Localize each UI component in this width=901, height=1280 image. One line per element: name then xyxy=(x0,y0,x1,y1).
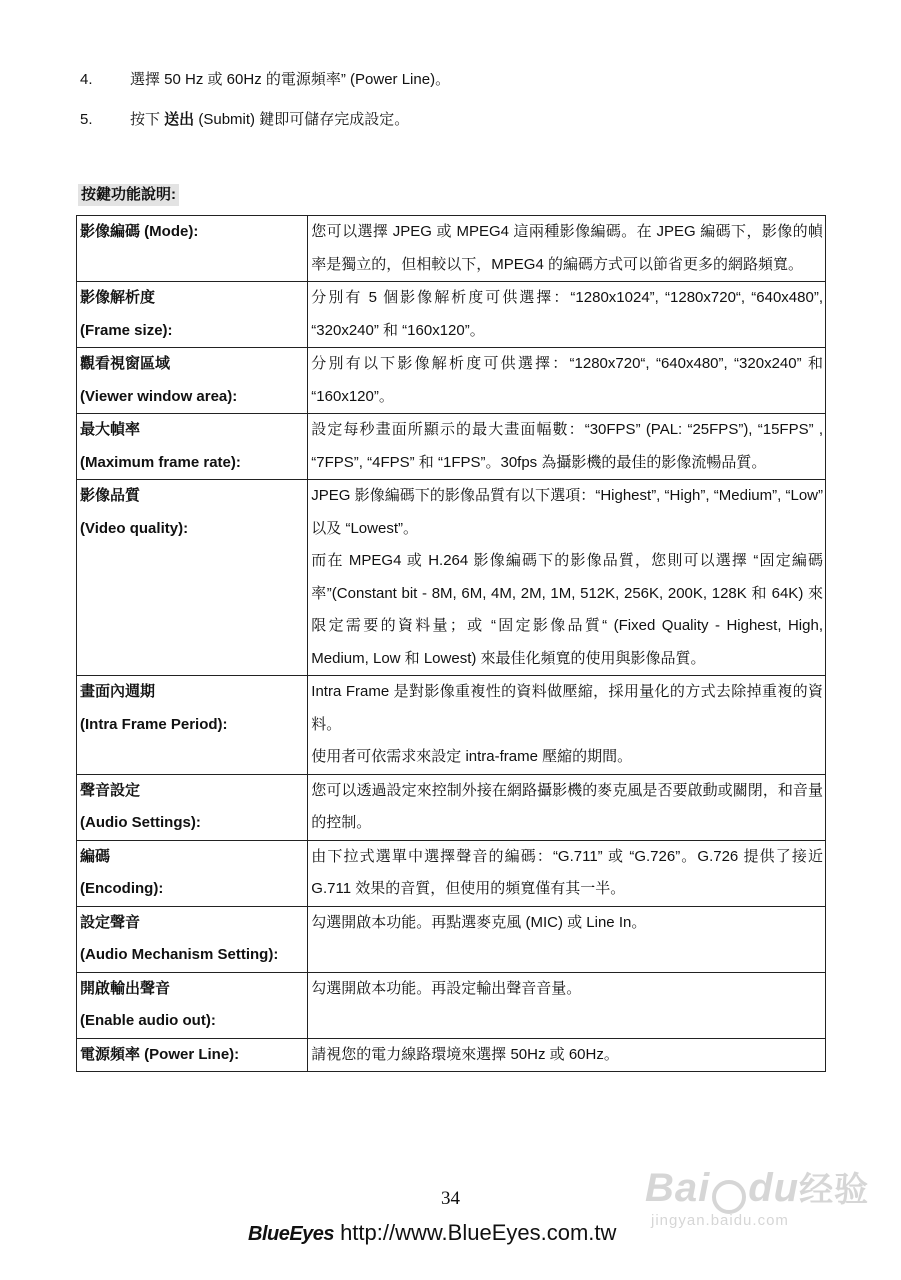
table-row xyxy=(77,216,826,282)
baidu-watermark xyxy=(645,1162,870,1229)
submit-keyword: 送出 xyxy=(164,111,195,128)
row-key: 影像品質 (Video quality): xyxy=(77,480,308,676)
step-number: 4. xyxy=(80,71,93,88)
page-number: 34 xyxy=(441,1188,460,1209)
table-row xyxy=(77,840,826,906)
watermark-logo-right: du xyxy=(748,1166,800,1210)
table-row xyxy=(77,906,826,972)
row-key: 編碼 (Encoding): xyxy=(77,840,308,906)
row-value: 勾選開啟本功能。再設定輸出聲音音量。 xyxy=(308,972,826,1038)
table-row xyxy=(77,282,826,348)
table-row xyxy=(77,972,826,1038)
row-key: 聲音設定 (Audio Settings): xyxy=(77,774,308,840)
row-value: 由下拉式選單中選擇聲音的編碼：“G.711” 或 “G.726”。G.726 提供了接近 G.711 效果的音質，但使用的頻寬僅有其一半。 xyxy=(308,840,826,906)
paw-icon xyxy=(712,1180,746,1214)
row-key: 設定聲音 (Audio Mechanism Setting): xyxy=(77,906,308,972)
row-key: 畫面內週期 (Intra Frame Period): xyxy=(77,676,308,775)
row-value: 分別有以下影像解析度可供選擇：“1280x720“, “640x480”, “320x240” 和 “160x120”。 xyxy=(308,348,826,414)
row-value: 請視您的電力線路環境來選擇 50Hz 或 60Hz。 xyxy=(308,1038,826,1072)
footer xyxy=(248,1220,616,1247)
brand-logo: BlueEyes xyxy=(248,1223,335,1245)
table-row xyxy=(77,676,826,775)
footer-url[interactable]: http://www.BlueEyes.com.tw xyxy=(340,1220,617,1245)
row-value: 您可以選擇 JPEG 或 MPEG4 這兩種影像編碼。在 JPEG 編碼下，影像的幀率是獨立的，但相較以下，MPEG4 的編碼方式可以節省更多的網路頻寬。 xyxy=(308,216,826,282)
watermark-logo-cn: 经验 xyxy=(799,1171,870,1209)
row-value: 您可以透過設定來控制外接在網路攝影機的麥克風是否要啟動或關閉，和音量的控制。 xyxy=(308,774,826,840)
row-key: 最大幀率 (Maximum frame rate): xyxy=(77,414,308,480)
row-key: 開啟輸出聲音 (Enable audio out): xyxy=(77,972,308,1038)
step-text: 選擇 50 Hz 或 60Hz 的電源頻率” (Power Line)。 xyxy=(130,71,451,88)
row-value: 分別有 5 個影像解析度可供選擇：“1280x1024”, “1280x720“, “640x480”, “320x240” 和 “160x120”。 xyxy=(308,282,826,348)
step-number: 5. xyxy=(80,111,93,128)
watermark-logo-left: Bai xyxy=(645,1166,711,1210)
function-table xyxy=(76,215,826,1072)
row-key: 影像解析度 (Frame size): xyxy=(77,282,308,348)
row-key: 影像編碼 (Mode): xyxy=(77,216,308,282)
step-text-prefix: 按下 xyxy=(130,111,165,128)
section-title: 按鍵功能說明: xyxy=(78,184,179,206)
row-key: 電源頻率 (Power Line): xyxy=(77,1038,308,1072)
row-value: 設定每秒畫面所顯示的最大畫面幅數：“30FPS” (PAL: “25FPS”), “15FPS” , “7FPS”, “4FPS” 和 “1FPS”。30fps 為攝影機的最佳的影像流暢品質。 xyxy=(308,414,826,480)
step-4 xyxy=(80,70,450,90)
table-row xyxy=(77,414,826,480)
step-5 xyxy=(80,110,409,130)
row-value: Intra Frame 是對影像重複性的資料做壓縮，採用量化的方式去除掉重複的資料。 使用者可依需求來設定 intra-frame 壓縮的期間。 xyxy=(308,676,826,775)
table-row xyxy=(77,1038,826,1072)
row-key: 觀看視窗區域 (Viewer window area): xyxy=(77,348,308,414)
step-text-suffix: (Submit) 鍵即可儲存完成設定。 xyxy=(194,111,410,128)
table-row xyxy=(77,480,826,676)
row-value: JPEG 影像編碼下的影像品質有以下選項：“Highest”, “High”, “Medium”, “Low” 以及 “Lowest”。 而在 MPEG4 或 H.264 影像編碼下的影像品質，您則可以選擇 “固定編碼率”(Constant bit - 8M, 6M, 4M, 2M, 1M, 512K, 256K, 200K, 128K 和 64K) 來限定需要的資料量；或 “固定影像品質“ (Fixed Quality - Highest, High, Medium, Low 和 Lowest) 來最佳化頻寬的使用與影像品質。 xyxy=(308,480,826,676)
watermark-url: jingyan.baidu.com xyxy=(651,1212,789,1229)
table-row xyxy=(77,774,826,840)
row-value: 勾選開啟本功能。再點選麥克風 (MIC) 或 Line In。 xyxy=(308,906,826,972)
table-row xyxy=(77,348,826,414)
